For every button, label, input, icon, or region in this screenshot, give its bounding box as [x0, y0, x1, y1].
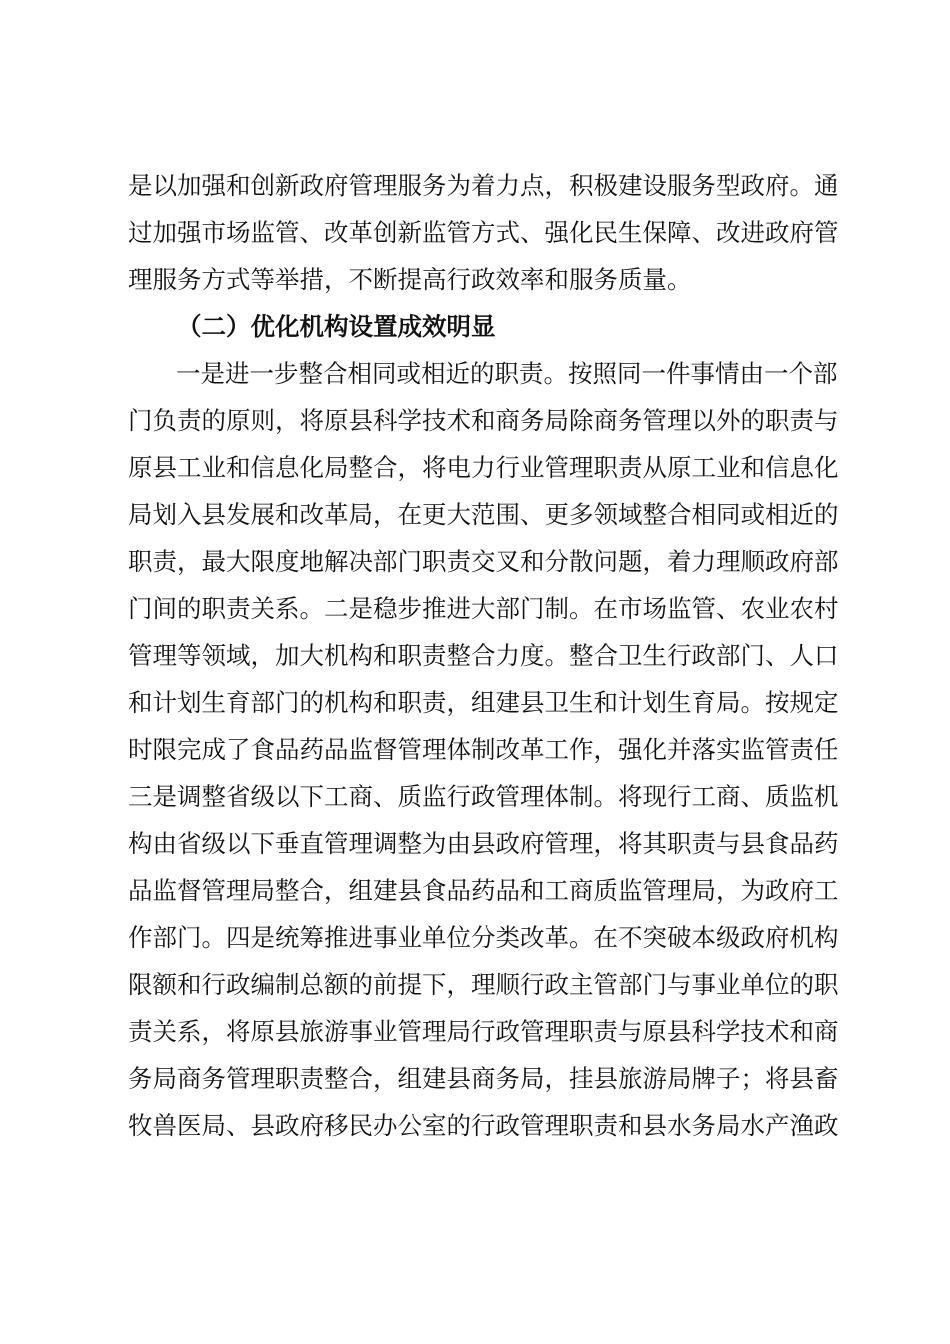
paragraph-line: 牧兽医局、县政府移民办公室的行政管理职责和县水务局水产渔政: [128, 1111, 838, 1140]
paragraph-line: 限额和行政编制总额的前提下，理顺行政主管部门与事业单位的职: [128, 970, 838, 999]
paragraph-line: 责关系，将原县旅游事业管理局行政管理职责与原县科学技术和商: [128, 1017, 838, 1046]
paragraph-line: 时限完成了食品药品监督管理体制改革工作，强化并落实监管责任: [128, 735, 838, 764]
paragraph-line: 过加强市场监管、改革创新监管方式、强化民生保障、改进政府管: [128, 218, 838, 247]
paragraph-line: 一是进一步整合相同或相近的职责。按照同一件事情由一个部: [176, 359, 838, 388]
paragraph-line: 职责，最大限度地解决部门职责交叉和分散问题，着力理顺政府部: [128, 547, 838, 576]
paragraph-line: 务局商务管理职责整合，组建县商务局，挂县旅游局牌子；将县畜: [128, 1064, 838, 1093]
section-heading: （二）优化机构设置成效明显: [177, 312, 496, 341]
paragraph-line: 原县工业和信息化局整合，将电力行业管理职责从原工业和信息化: [128, 453, 838, 482]
paragraph-line: 理服务方式等举措，不断提高行政效率和服务质量。: [128, 265, 692, 294]
paragraph-line: 门间的职责关系。二是稳步推进大部门制。在市场监管、农业农村: [128, 594, 838, 623]
paragraph-line: 管理等领域，加大机构和职责整合力度。整合卫生行政部门、人口: [128, 641, 838, 670]
paragraph-line: 品监督管理局整合，组建县食品药品和工商质监管理局，为政府工: [128, 876, 838, 905]
paragraph-line: 三是调整省级以下工商、质监行政管理体制。将现行工商、质监机: [128, 782, 838, 811]
paragraph-line: 构由省级以下垂直管理调整为由县政府管理，将其职责与县食品药: [128, 829, 838, 858]
paragraph-line: 作部门。四是统筹推进事业单位分类改革。在不突破本级政府机构: [128, 923, 838, 952]
paragraph-line: 局划入县发展和改革局，在更大范围、更多领域整合相同或相近的: [128, 500, 838, 529]
paragraph-line: 和计划生育部门的机构和职责，组建县卫生和计划生育局。按规定: [128, 688, 838, 717]
paragraph-line: 门负责的原则，将原县科学技术和商务局除商务管理以外的职责与: [128, 406, 838, 435]
paragraph-line: 是以加强和创新政府管理服务为着力点，积极建设服务型政府。通: [128, 171, 838, 200]
